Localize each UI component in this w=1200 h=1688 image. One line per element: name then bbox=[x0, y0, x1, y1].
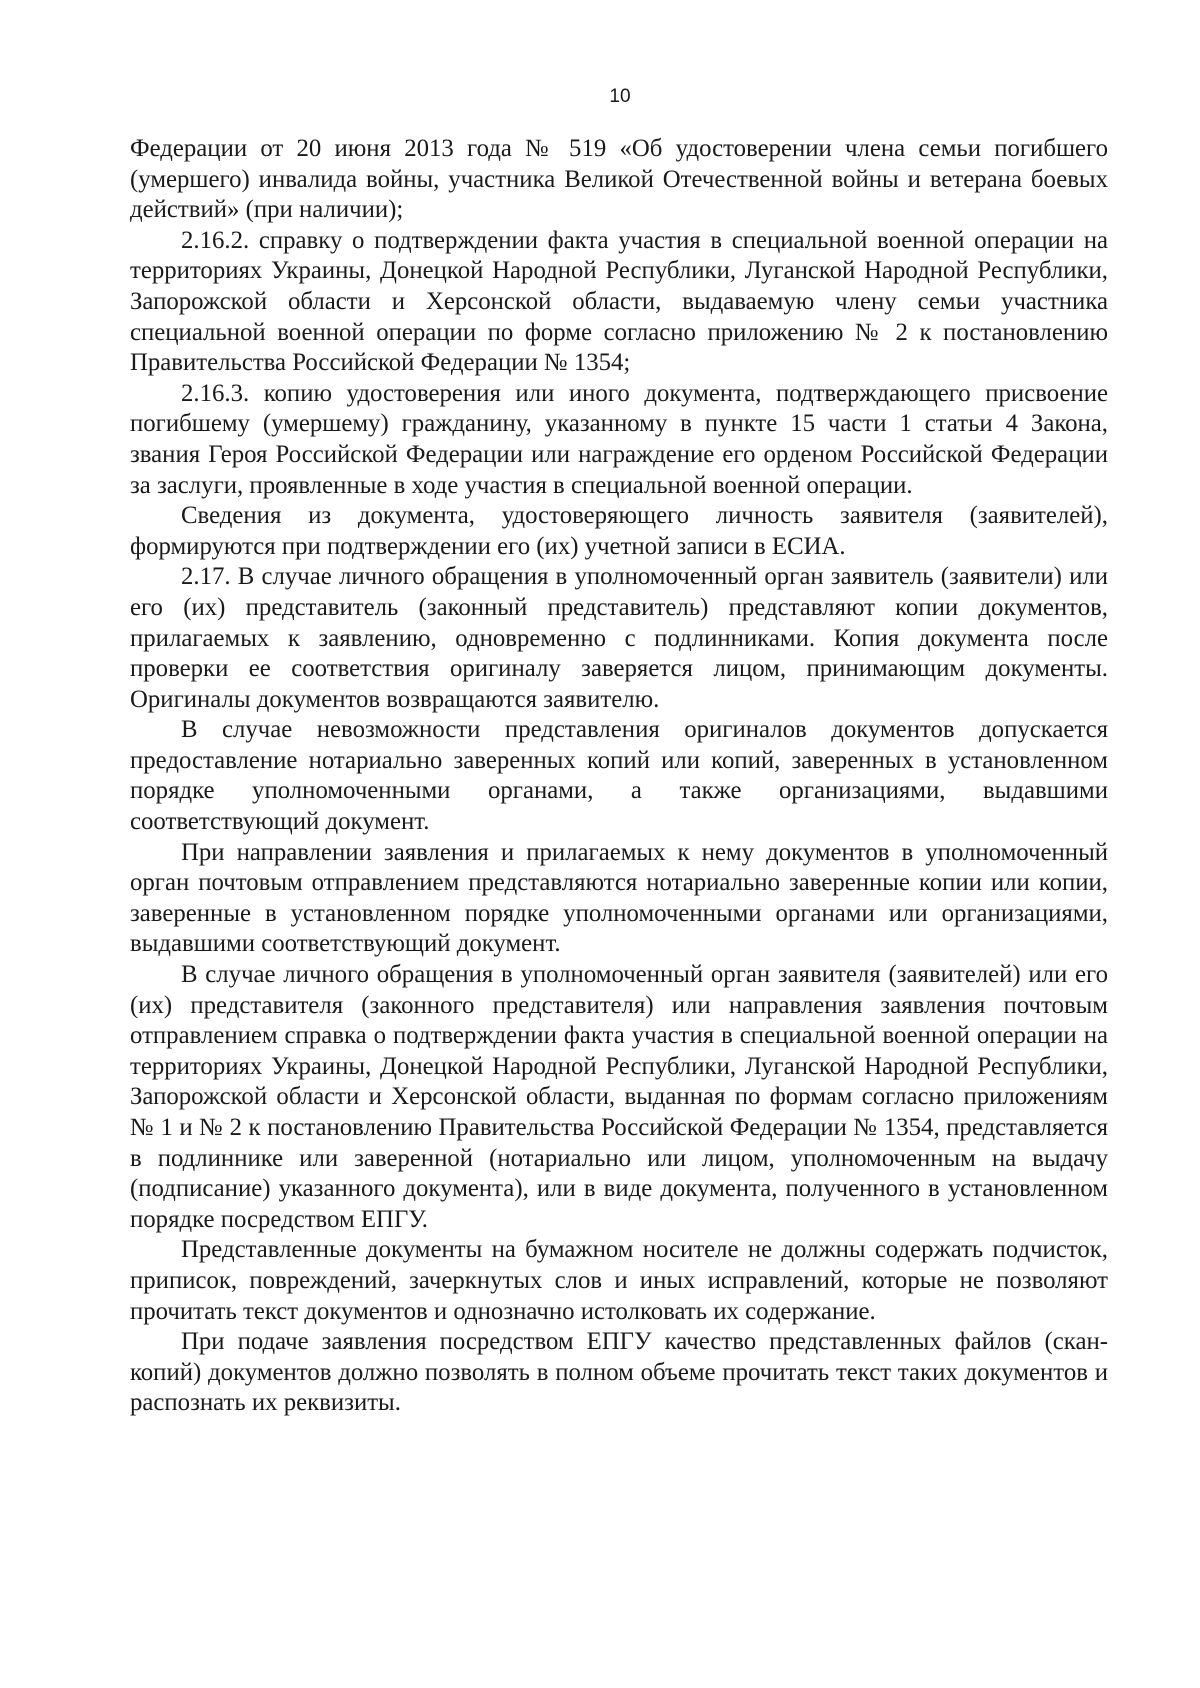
paragraph-notarized-copies: В случае невозможности представления оригиналов документов допускается предоставление нотариально заверенных копий или копий, заверенных в установленном порядке уполномоченными органами, а также организациями, выдавшими соответствующий документ. bbox=[130, 716, 1108, 836]
paragraph-2-16-2: 2.16.2. справку о подтверждении факта участия в специальной военной операции на территориях Украины, Донецкой Народной Республики, Луганской Народной Республики, Запорожской области и Херсонской области, выдаваемую члену семьи участника специальной военной операции по форме согласно приложению № 2 к постановлению Правительства Российской Федерации № 1354; bbox=[130, 226, 1108, 377]
paragraph-postal-submission: При направлении заявления и прилагаемых к нему документов в уполномоченный орган почтовым отправлением представляются нотариально заверенные копии или копии, заверенные в установленном порядке уполномоченными органами или организациями, выдавшими соответствующий документ. bbox=[130, 838, 1108, 958]
paragraph-svo-certificate: В случае личного обращения в уполномоченный орган заявителя (заявителей) или его (их) представителя (законного представителя) или направления заявления почтовым отправлением справка о подтверждении факта участия в специальной военной операции на территориях Украины, Донецкой Народной Республики, Луганской Народной Республики, Запорожской области и Херсонской области, выданная по формам согласно приложениям № 1 и № 2 к постановлению Правительства Российской Федерации № 1354, представляется в подлиннике или заверенной (нотариально или лицом, уполномоченным на выдачу (подписание) указанного документа), или в виде документа, полученного в установленном порядке посредством ЕПГУ. bbox=[130, 961, 1108, 1233]
page-number: 10 bbox=[609, 86, 631, 107]
paragraph-continuation: Федерации от 20 июня 2013 года № 519 «Об удостоверении члена семьи погибшего (умершего) инвалида войны, участника Великой Отечественной войны и ветерана боевых действий» (при наличии); bbox=[130, 135, 1108, 224]
paragraph-2-16-3: 2.16.3. копию удостоверения или иного документа, подтверждающего присвоение погибшему (умершему) гражданину, указанному в пункте 15 части 1 статьи 4 Закона, звания Героя Российской Федерации или награждение его орденом Российской Федерации за заслуги, проявленные в ходе участия в специальной военной операции. bbox=[130, 379, 1108, 499]
paragraph-2-17: 2.17. В случае личного обращения в уполномоченный орган заявитель (заявители) или его (их) представитель (законный представитель) представляют копии документов, прилагаемых к заявлению, одновременно с подлинниками. Копия документа после проверки ее соответствия оригиналу заверяется лицом, принимающим документы. Оригиналы документов возвращаются заявителю. bbox=[130, 563, 1108, 713]
paragraph-paper-requirements: Представленные документы на бумажном носителе не должны содержать подчисток, приписок, повреждений, зачеркнутых слов и иных исправлений, которые не позволяют прочитать текст документов и однозначно истолковать их содержание. bbox=[130, 1236, 1108, 1325]
paragraph-epgu-quality: При подаче заявления посредством ЕПГУ качество представленных файлов (скан-копий) документов должно позволять в полном объеме прочитать текст таких документов и распознать их реквизиты. bbox=[130, 1328, 1108, 1417]
paragraph-identity-info: Сведения из документа, удостоверяющего личность заявителя (заявителей), формируются при подтверждении его (их) учетной записи в ЕСИА. bbox=[130, 502, 1108, 560]
document-body bbox=[130, 134, 1108, 1419]
